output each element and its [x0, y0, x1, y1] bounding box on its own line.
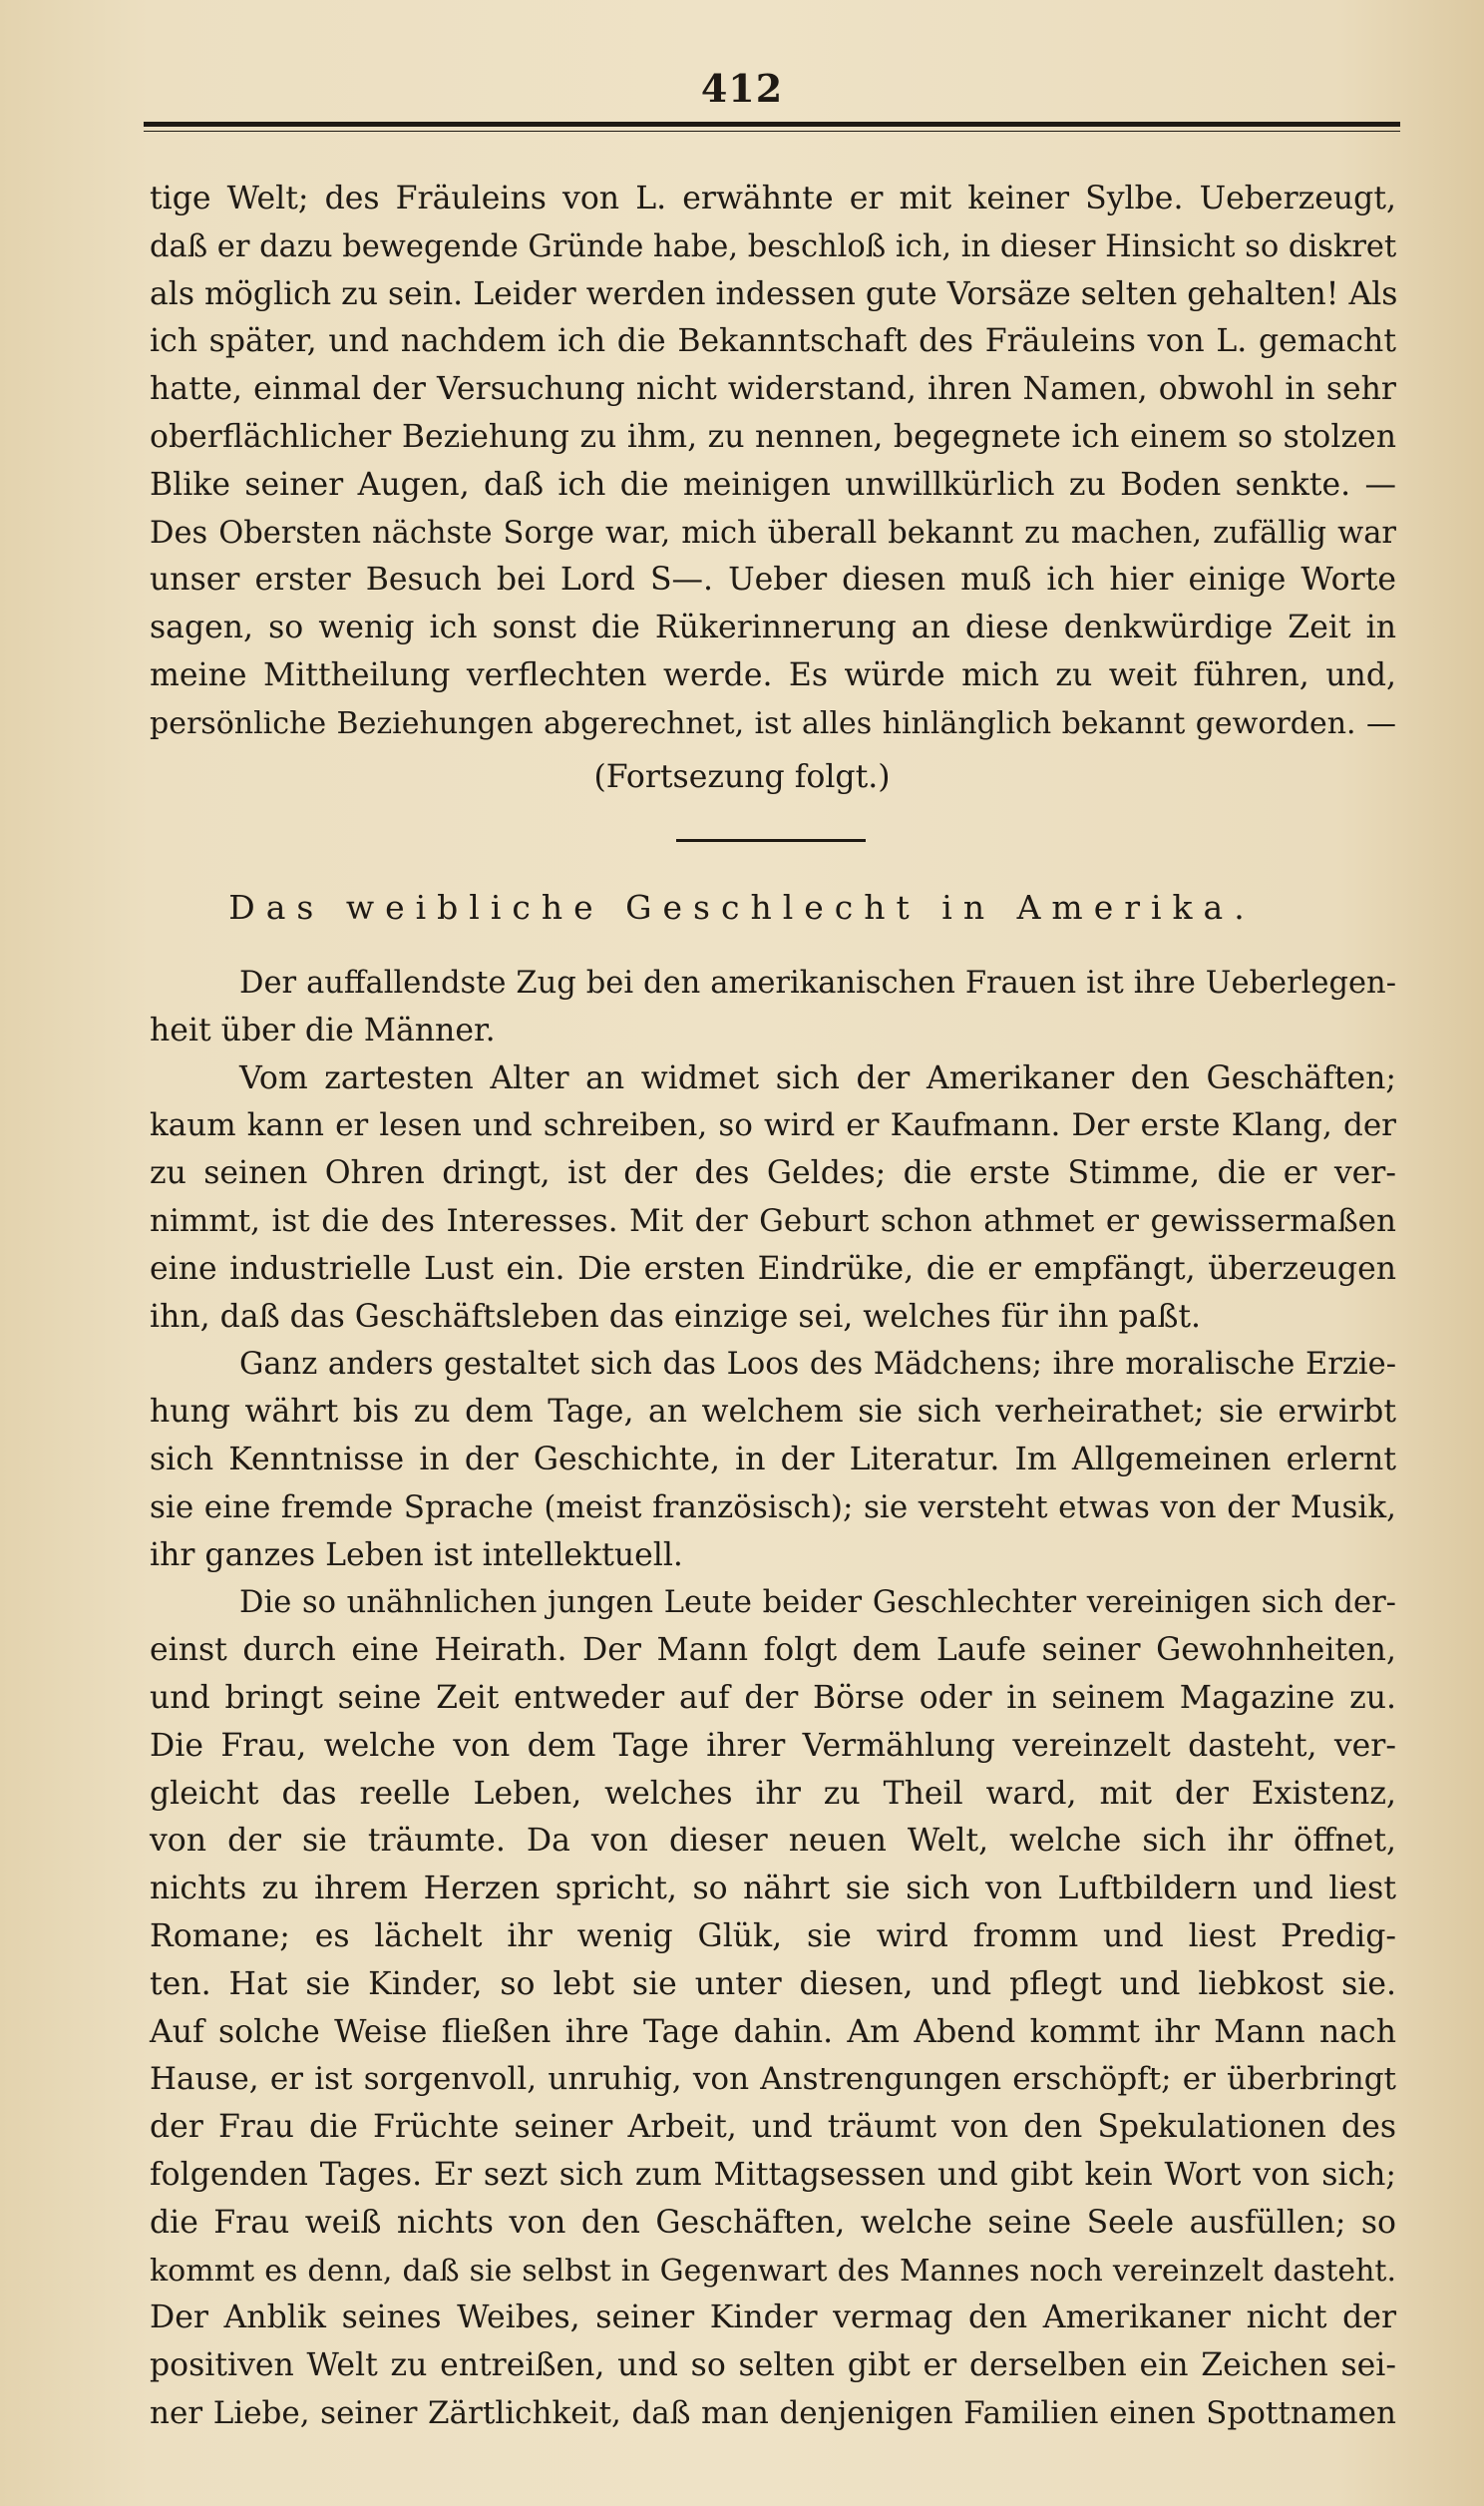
text-line: sagen, so wenig ich sonst die Rükerinnerung an diese denkwürdige Zeit in	[150, 610, 1396, 646]
continued-story-paragraph	[150, 176, 1396, 748]
page-number: 412	[700, 66, 784, 111]
text-line: Die Frau, welche von dem Tage ihrer Vermählung vereinzelt dasteht, ver-	[150, 1727, 1396, 1764]
text-line: Romane; es lächelt ihr wenig Glük, sie wird fromm und liest Predig-	[150, 1917, 1396, 1954]
text-line: und bringt seine Zeit entweder auf der Börse oder in seinem Magazine zu.	[150, 1679, 1396, 1716]
text-line: ich später, und nachdem ich die Bekanntschaft des Fräuleins von L. gemacht	[150, 323, 1396, 360]
text-line: einst durch eine Heirath. Der Mann folgt dem Laufe seiner Gewohnheiten,	[150, 1632, 1396, 1669]
text-line: kaum kann er lesen und schreiben, so wird er Kaufmann. Der erste Klang, der	[150, 1107, 1396, 1144]
text-line: Ganz anders gestaltet sich das Loos des Mädchens; ihre moralische Erzie-	[239, 1347, 1396, 1383]
text-line: Der Anblik seines Weibes, seiner Kinder vermag den Amerikaner nicht der	[150, 2299, 1396, 2336]
text-line: nichts zu ihrem Herzen spricht, so nährt sie sich von Luftbildern und liest	[150, 1871, 1396, 1907]
text-line: folgenden Tages. Er sezt sich zum Mittagsessen und gibt kein Wort von sich;	[150, 2156, 1396, 2193]
header-rule	[144, 122, 1400, 127]
text-line: sie eine fremde Sprache (meist französisch); sie versteht etwas von der Musik,	[150, 1488, 1396, 1525]
text-line: kommt es denn, daß sie selbst in Gegenwart des Mannes noch vereinzelt dasteht.	[150, 2253, 1396, 2289]
text-line: hung währt bis zu dem Tage, an welchem sie sich verheirathet; sie erwirbt	[150, 1394, 1396, 1431]
text-line: meine Mittheilung verflechten werde. Es würde mich zu weit führen, und,	[150, 656, 1396, 693]
text-line: tige Welt; des Fräuleins von L. erwähnte er mit keiner Sylbe. Ueberzeugt,	[150, 181, 1396, 216]
article-paragraph	[150, 1055, 1396, 1342]
continuation-note: (Fortsezung folgt.)	[593, 759, 891, 795]
article-title: Das weibliche Geschlecht in Amerika.	[228, 888, 1256, 927]
text-line: ihn, daß das Geschäftsleben das einzige sei, welches für ihn paßt.	[150, 1298, 1202, 1335]
text-line: hatte, einmal der Versuchung nicht widerstand, ihren Namen, obwohl in sehr	[150, 371, 1396, 408]
text-line: die Frau weiß nichts von den Geschäften, welche seine Seele ausfüllen; so	[150, 2204, 1396, 2241]
text-line: Der auffallendste Zug bei den amerikanischen Frauen ist ihre Ueberlegen-	[239, 966, 1396, 1001]
text-line: ihr ganzes Leben ist intellektuell.	[150, 1536, 683, 1573]
text-line: Des Obersten nächste Sorge war, mich überall bekannt zu machen, zufällig war	[150, 515, 1396, 551]
text-line: unser erster Besuch bei Lord S—. Ueber diesen muß ich hier einige Worte	[150, 562, 1396, 599]
text-line: sich Kenntnisse in der Geschichte, in der Literatur. Im Allgemeinen erlernt	[150, 1441, 1396, 1477]
text-line: heit über die Männer.	[150, 1012, 496, 1048]
text-line: Blike seiner Augen, daß ich die meinigen unwillkürlich zu Boden senkte. —	[150, 466, 1396, 503]
article-paragraph	[150, 1341, 1396, 1579]
text-line: als möglich zu sein. Leider werden indessen gute Vorsäze selten gehalten! Als	[150, 275, 1398, 312]
text-line: Auf solche Weise fließen ihre Tage dahin. Am Abend kommt ihr Mann nach	[150, 2013, 1396, 2050]
text-line: positiven Welt zu entreißen, und so selten gibt er derselben ein Zeichen sei-	[150, 2347, 1396, 2384]
article-paragraph	[150, 1579, 1396, 2437]
text-line: ten. Hat sie Kinder, so lebt sie unter diesen, und pflegt und liebkost sie.	[150, 1965, 1396, 2002]
text-line: gleicht das reelle Leben, welches ihr zu Theil ward, mit der Existenz,	[150, 1775, 1396, 1812]
text-line: persönliche Beziehungen abgerechnet, ist alles hinlänglich bekannt geworden. —	[150, 705, 1396, 741]
text-line: eine industrielle Lust ein. Die ersten Eindrüke, die er empfängt, überzeugen	[150, 1250, 1396, 1287]
text-line: daß er dazu bewegende Gründe habe, beschloß ich, in dieser Hinsicht so diskret	[150, 228, 1397, 264]
section-divider	[676, 839, 866, 842]
text-line: zu seinen Ohren dringt, ist der des Geldes; die erste Stimme, die er ver-	[150, 1155, 1396, 1192]
text-line: ner Liebe, seiner Zärtlichkeit, daß man denjenigen Familien einen Spottnamen	[150, 2394, 1396, 2431]
text-line: der Frau die Früchte seiner Arbeit, und träumt von den Spekulationen des	[150, 2109, 1396, 2146]
article-body	[150, 960, 1396, 2438]
text-line: nimmt, ist die des Interesses. Mit der Geburt schon athmet er gewissermaßen	[150, 1202, 1396, 1239]
header-rule-thin	[144, 131, 1400, 132]
text-line: oberflächlicher Beziehung zu ihm, zu nennen, begegnete ich einem so stolzen	[150, 418, 1396, 455]
article-paragraph	[150, 960, 1396, 1055]
text-line: Hause, er ist sorgenvoll, unruhig, von Anstrengungen erschöpft; er überbringt	[150, 2061, 1396, 2098]
text-line: Vom zartesten Alter an widmet sich der Amerikaner den Geschäften;	[239, 1059, 1396, 1096]
text-line: Die so unähnlichen jungen Leute beider Geschlechter vereinigen sich der-	[239, 1585, 1396, 1621]
text-line: von der sie träumte. Da von dieser neuen Welt, welche sich ihr öffnet,	[150, 1823, 1396, 1860]
